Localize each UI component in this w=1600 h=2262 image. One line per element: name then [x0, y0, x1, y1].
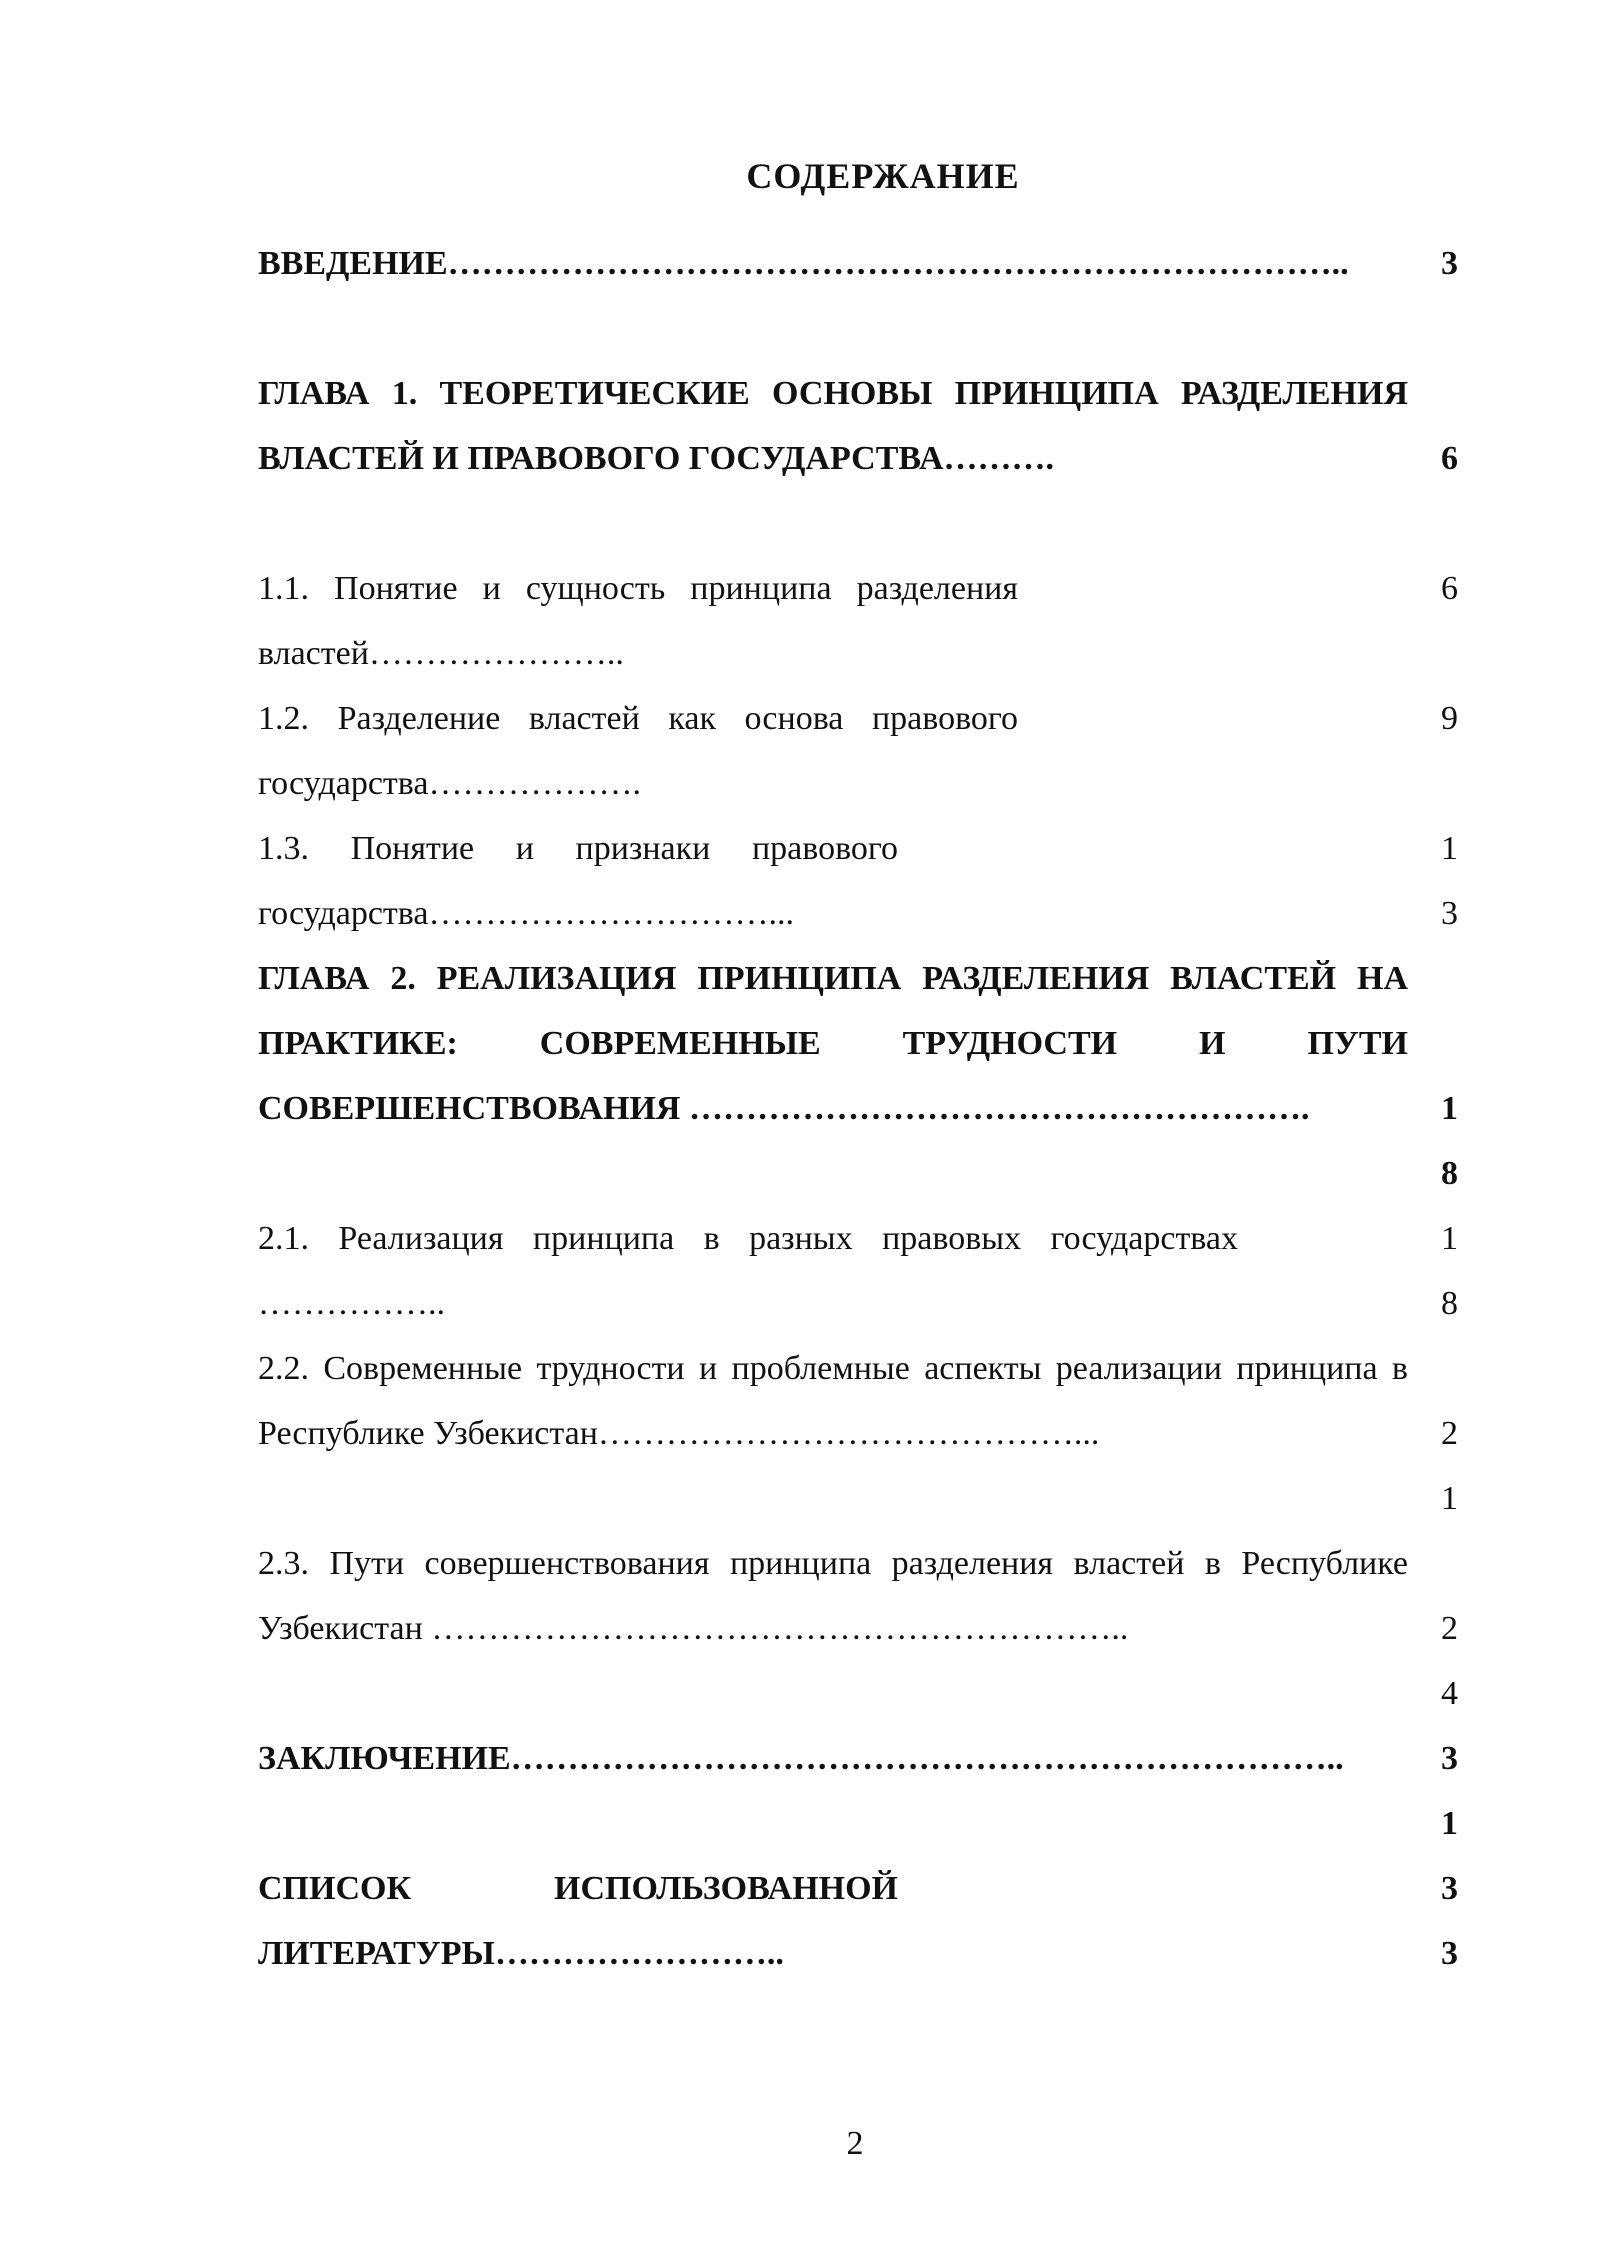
- toc-entry-title: 2.1. Реализация принципа в разных правовых государствах ……………..: [258, 1220, 1238, 1322]
- toc-entry-title: ЗАКЛЮЧЕНИЕ………………………………………………………………..: [258, 1740, 1344, 1777]
- toc-entry-page: 18: [1441, 1220, 1458, 1322]
- toc-entry-page: 6: [1441, 440, 1458, 477]
- toc-entry-title: ВВЕДЕНИЕ……………………………………………………………………..: [258, 245, 1349, 282]
- toc-entry-page: 21: [1441, 1415, 1458, 1517]
- toc-entry-page: 9: [1441, 700, 1458, 737]
- toc-entry-1-1[interactable]: [258, 556, 1458, 686]
- toc-entry-title: 1.3. Понятие и признаки правового государства…………………………...: [258, 830, 898, 932]
- toc-entry-1-2[interactable]: [258, 686, 1458, 816]
- toc-entry-title: 2.3. Пути совершенствования принципа разделения властей в Республике Узбекистан ……………………………………………………..: [258, 1545, 1408, 1647]
- toc-entry-page: 13: [1441, 830, 1458, 932]
- toc-entry-conclusion[interactable]: [258, 1726, 1458, 1856]
- toc-entry-page: 33: [1441, 1870, 1458, 1972]
- toc-entry-title: СПИСОК ИСПОЛЬЗОВАННОЙ ЛИТЕРАТУРЫ……………………..: [258, 1870, 898, 1972]
- toc-entry-1-3[interactable]: [258, 816, 1458, 946]
- toc-entry-2-3[interactable]: [258, 1531, 1458, 1726]
- toc-entry-title: 1.2. Разделение властей как основа правового государства……………….: [258, 700, 1018, 802]
- toc-entry-page: 6: [1441, 570, 1458, 607]
- toc-entry-title: 2.2. Современные трудности и проблемные аспекты реализации принципа в Республике Узбекистан……………………………………...: [258, 1350, 1408, 1452]
- toc-entry-page: 18: [1441, 1090, 1458, 1192]
- page-number: 2: [846, 2125, 864, 2162]
- toc-entry-bibliography[interactable]: [258, 1856, 1458, 1986]
- table-of-contents: [258, 231, 1458, 1986]
- toc-entry-page: 31: [1441, 1740, 1458, 1842]
- toc-entry-title: ГЛАВА 1. ТЕОРЕТИЧЕСКИЕ ОСНОВЫ ПРИНЦИПА РАЗДЕЛЕНИЯ ВЛАСТЕЙ И ПРАВОВОГО ГОСУДАРСТВА……….: [258, 375, 1408, 477]
- toc-entry-title: 1.1. Понятие и сущность принципа разделения властей…………………..: [258, 570, 1018, 672]
- toc-entry-2-2[interactable]: [258, 1336, 1458, 1531]
- toc-entry-2-1[interactable]: [258, 1206, 1458, 1336]
- toc-entry-chapter-1[interactable]: [258, 361, 1458, 556]
- toc-entry-introduction[interactable]: [258, 231, 1458, 361]
- page-title: СОДЕРЖАНИЕ: [746, 156, 1020, 196]
- toc-entry-page: 24: [1441, 1610, 1458, 1712]
- toc-entry-chapter-2[interactable]: [258, 946, 1458, 1206]
- toc-entry-page: 3: [1441, 245, 1458, 282]
- toc-entry-title: ГЛАВА 2. РЕАЛИЗАЦИЯ ПРИНЦИПА РАЗДЕЛЕНИЯ ВЛАСТЕЙ НА ПРАКТИКЕ: СОВРЕМЕННЫЕ ТРУДНОСТИ И ПУТИ СОВЕРШЕНСТВОВАНИЯ ……………………………………………….: [258, 960, 1408, 1127]
